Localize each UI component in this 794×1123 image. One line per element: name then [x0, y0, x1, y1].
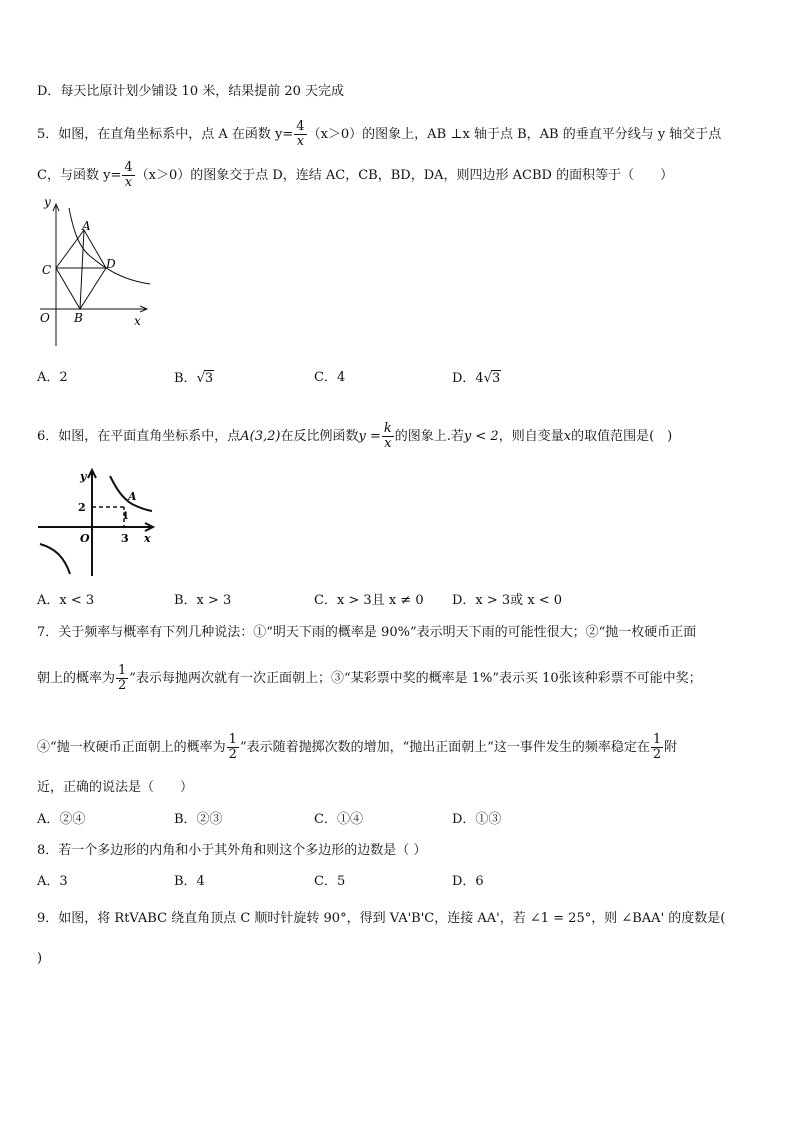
q6-label-1: 1	[122, 511, 129, 522]
q6-label-2: 2	[78, 501, 86, 514]
q6-label-x: x	[144, 532, 151, 545]
q7-option-b: B．②③	[174, 812, 223, 827]
q7-fraction-half: $\frac{1}{2}$	[118, 663, 127, 693]
q6-label-3: 3	[121, 532, 129, 545]
q5-label-B: B	[74, 311, 83, 325]
q9-line1: 9．如图，将 RtVABC 绕直角顶点 C 顺时针旋转 90°，得到 VA'B'C，连接 AA'，若 ∠1 = 25°，则 ∠BAA' 的度数是(	[37, 911, 726, 926]
q6-label-A: A	[128, 490, 137, 503]
q5-label-A: A	[82, 219, 91, 233]
q6-label-y: y	[80, 470, 87, 483]
q6-option-c: C．x > 3且 x ≠ 0	[314, 593, 424, 608]
q5-line1: 5．如图，在直角坐标系中，点 A 在函数 y= $\frac{4}{x}$ （x＞0）的图象上，AB ⊥x 轴于点 B，AB 的垂直平分线与 y 轴交于点	[37, 119, 722, 149]
q5-label-O: O	[40, 311, 50, 325]
q4-option-d: D．每天比原计划少铺设 10 米，结果提前 20 天完成	[37, 84, 345, 99]
q8-option-d: D．6	[452, 874, 484, 889]
q5-label-y: y	[44, 195, 51, 209]
q5-figure	[34, 194, 156, 350]
q5-fraction-2: $\frac{4}{x}$	[124, 160, 133, 190]
sqrt-sign: √	[196, 371, 205, 386]
q8-option-c: C．5	[314, 874, 346, 889]
q5-label-D: D	[106, 257, 116, 271]
q7-option-c: C．①④	[314, 812, 363, 827]
q8-option-a: A．3	[37, 874, 68, 889]
q6-option-d: D．x > 3或 x < 0	[452, 593, 563, 608]
q6-option-b: B．x > 3	[174, 593, 232, 608]
q7-line1: 7．关于频率与概率有下列几种说法：①“明天下雨的概率是 90%”表示明天下雨的可能性很大；②“抛一枚硬币正面	[37, 625, 697, 640]
q8-option-b: B．4	[174, 874, 205, 889]
q8-question: 8．若一个多边形的内角和小于其外角和则这个多边形的边数是（ ）	[37, 843, 427, 858]
q7-option-d: D．①③	[452, 812, 502, 827]
q5-label-C: C	[42, 263, 52, 277]
q5-option-a: A．2	[37, 370, 68, 385]
q9-line2: )	[37, 951, 43, 966]
q7-line2: 朝上的概率为 $\frac{1}{2}$ ”表示每抛两次就有一次正面朝上；③“某彩票中奖的概率是 1%”表示买 10张该种彩票不可能中奖；	[37, 663, 702, 693]
q7-option-a: A．②④	[37, 812, 86, 827]
q5-option-b: B．√3	[174, 371, 214, 386]
q7-line3: ④“抛一枚硬币正面朝上的概率为 $\frac{1}{2}$ ”表示随着抛掷次数的增加，“抛出正面朝上”这一事件发生的频率稳定在 $\frac{1}{2}$ 附	[37, 732, 678, 762]
q6-fraction: $\frac{k}{x}$	[383, 421, 392, 451]
q5-label-x: x	[134, 314, 141, 328]
q5-option-d: D．4√3	[452, 371, 501, 386]
q5-line2: C，与函数 y= $\frac{4}{x}$ （x＞0）的图象交于点 D，连结 AC，CB，BD，DA，则四边形 ACBD 的面积等于（ ）	[37, 160, 674, 190]
sqrt-sign: √	[483, 371, 492, 386]
q7-fraction-half: $\frac{1}{2}$	[652, 732, 662, 762]
q6-option-a: A．x < 3	[37, 593, 95, 608]
q7-fraction-half: $\frac{1}{2}$	[228, 732, 237, 762]
q5-option-c: C．4	[314, 370, 346, 385]
q6-label-O: O	[80, 532, 90, 545]
q6-line: 6．如图，在平面直角坐标系中，点A(3,2)在反比例函数y = $\frac{k}{x}$ 的图象上.若y < 2，则自变量x的取值范围是( )	[37, 421, 673, 451]
q6-figure	[36, 466, 158, 580]
q7-line4: 近，正确的说法是（ ）	[37, 780, 194, 795]
q5-fraction-1: $\frac{4}{x}$	[296, 119, 305, 149]
